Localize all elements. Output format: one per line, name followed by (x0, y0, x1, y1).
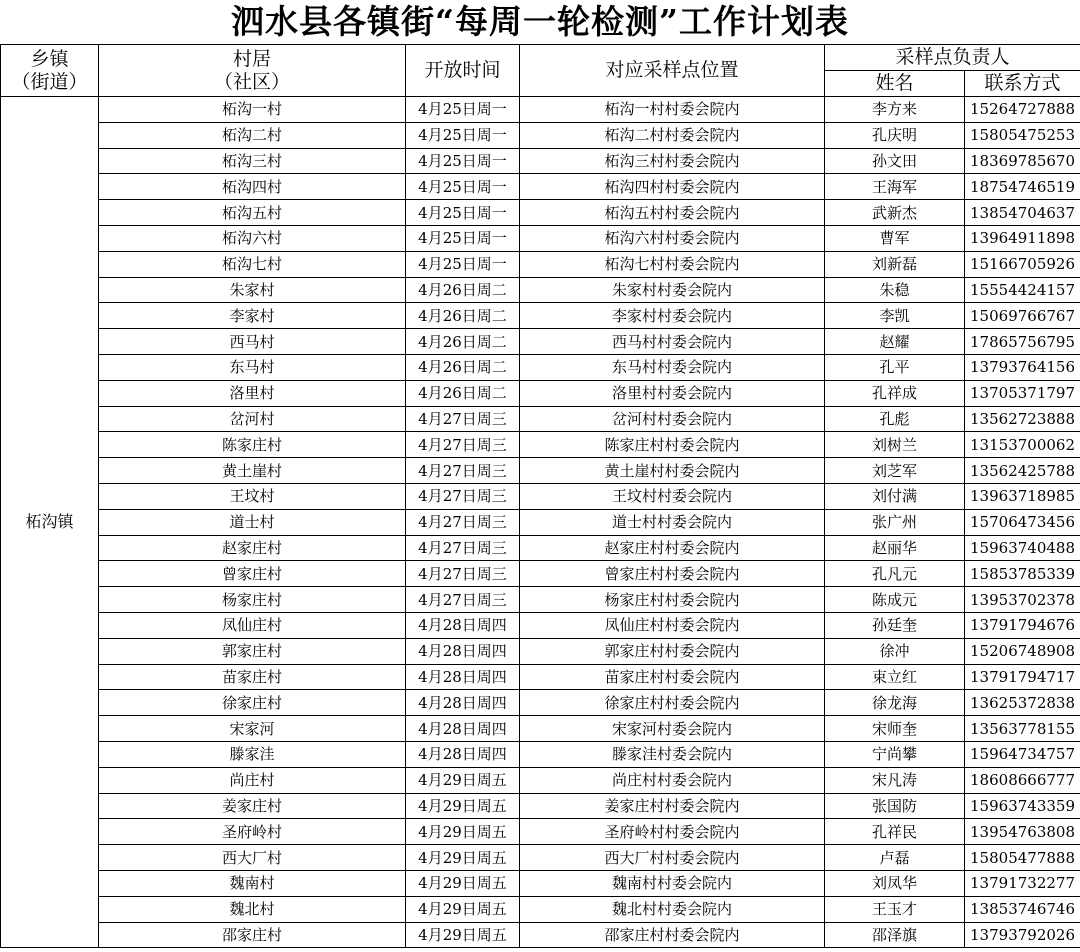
location-cell: 柘沟三村村委会院内 (520, 148, 825, 174)
table-row (1, 587, 1080, 613)
open-time-cell: 4月26日周二 (406, 303, 520, 329)
open-time-cell: 4月25日周一 (406, 122, 520, 148)
table-row (1, 277, 1080, 303)
village-cell: 柘沟二村 (99, 122, 406, 148)
open-time-cell: 4月28日周四 (406, 716, 520, 742)
location-cell: 徐家庄村村委会院内 (520, 690, 825, 716)
village-cell: 郭家庄村 (99, 638, 406, 664)
location-cell: 柘沟四村村委会院内 (520, 174, 825, 200)
table-row (1, 354, 1080, 380)
location-cell: 朱家村村委会院内 (520, 277, 825, 303)
table-row (1, 225, 1080, 251)
village-cell: 道士村 (99, 509, 406, 535)
village-cell: 黄土崖村 (99, 458, 406, 484)
table-row (1, 716, 1080, 742)
name-cell: 朱稳 (825, 277, 965, 303)
phone-cell: 13793764156 (965, 354, 1080, 380)
phone-cell: 15963740488 (965, 535, 1080, 561)
location-cell: 姜家庄村村委会院内 (520, 793, 825, 819)
village-cell: 柘沟三村 (99, 148, 406, 174)
open-time-cell: 4月27日周三 (406, 535, 520, 561)
location-cell: 滕家洼村委会院内 (520, 741, 825, 767)
table-row (1, 509, 1080, 535)
table-row (1, 148, 1080, 174)
name-cell: 王玉才 (825, 896, 965, 922)
name-cell: 刘凤华 (825, 870, 965, 896)
phone-cell: 15805475253 (965, 122, 1080, 148)
village-cell: 王坟村 (99, 483, 406, 509)
open-time-cell: 4月27日周三 (406, 406, 520, 432)
location-cell: 柘沟五村村委会院内 (520, 200, 825, 226)
table-row (1, 922, 1080, 948)
location-cell: 邵家庄村村委会院内 (520, 922, 825, 948)
phone-cell: 18369785670 (965, 148, 1080, 174)
location-cell: 柘沟一村村委会院内 (520, 97, 825, 123)
phone-cell: 13954763808 (965, 819, 1080, 845)
phone-cell: 13854704637 (965, 200, 1080, 226)
header-town (1, 45, 99, 97)
open-time-cell: 4月27日周三 (406, 432, 520, 458)
name-cell: 孔平 (825, 354, 965, 380)
table-body (1, 97, 1080, 948)
location-cell: 尚庄村村委会院内 (520, 767, 825, 793)
phone-cell: 13964911898 (965, 225, 1080, 251)
name-cell: 刘付满 (825, 483, 965, 509)
name-cell: 卢磊 (825, 845, 965, 871)
name-cell: 宋凡涛 (825, 767, 965, 793)
location-cell: 郭家庄村村委会院内 (520, 638, 825, 664)
village-cell: 岔河村 (99, 406, 406, 432)
location-cell: 柘沟七村村委会院内 (520, 251, 825, 277)
village-cell: 柘沟四村 (99, 174, 406, 200)
village-cell: 陈家庄村 (99, 432, 406, 458)
phone-cell: 15853785339 (965, 561, 1080, 587)
location-cell: 魏南村村委会院内 (520, 870, 825, 896)
header-village-line1: 村居 (232, 47, 271, 70)
open-time-cell: 4月29日周五 (406, 870, 520, 896)
phone-cell: 13953702378 (965, 587, 1080, 613)
table-row (1, 329, 1080, 355)
village-cell: 杨家庄村 (99, 587, 406, 613)
table-row (1, 845, 1080, 871)
location-cell: 曾家庄村村委会院内 (520, 561, 825, 587)
location-cell: 陈家庄村村委会院内 (520, 432, 825, 458)
open-time-cell: 4月25日周一 (406, 174, 520, 200)
name-cell: 赵耀 (825, 329, 965, 355)
village-cell: 赵家庄村 (99, 535, 406, 561)
name-cell: 孙廷奎 (825, 612, 965, 638)
phone-cell: 13791794717 (965, 664, 1080, 690)
schedule-table (0, 44, 1080, 948)
open-time-cell: 4月27日周三 (406, 561, 520, 587)
village-cell: 魏南村 (99, 870, 406, 896)
location-cell: 苗家庄村村委会院内 (520, 664, 825, 690)
open-time-cell: 4月26日周二 (406, 277, 520, 303)
table-row (1, 97, 1080, 123)
location-cell: 西大厂村村委会院内 (520, 845, 825, 871)
name-cell: 李凯 (825, 303, 965, 329)
village-cell: 邵家庄村 (99, 922, 406, 948)
name-cell: 武新杰 (825, 200, 965, 226)
phone-cell: 15206748908 (965, 638, 1080, 664)
village-cell: 凤仙庄村 (99, 612, 406, 638)
location-cell: 宋家河村委会院内 (520, 716, 825, 742)
village-cell: 西大厂村 (99, 845, 406, 871)
name-cell: 李方来 (825, 97, 965, 123)
village-cell: 姜家庄村 (99, 793, 406, 819)
name-cell: 王海军 (825, 174, 965, 200)
phone-cell: 13563778155 (965, 716, 1080, 742)
open-time-cell: 4月29日周五 (406, 896, 520, 922)
table-row (1, 767, 1080, 793)
header-town-line2: （街道） (11, 70, 88, 93)
phone-cell: 13153700062 (965, 432, 1080, 458)
table-row (1, 122, 1080, 148)
phone-cell: 13963718985 (965, 483, 1080, 509)
phone-cell: 15554424157 (965, 277, 1080, 303)
table-row (1, 251, 1080, 277)
name-cell: 赵丽华 (825, 535, 965, 561)
phone-cell: 15963743359 (965, 793, 1080, 819)
location-cell: 柘沟二村村委会院内 (520, 122, 825, 148)
name-cell: 孔彪 (825, 406, 965, 432)
header-village-line2: （社区） (213, 70, 290, 93)
open-time-cell: 4月27日周三 (406, 509, 520, 535)
name-cell: 刘树兰 (825, 432, 965, 458)
phone-cell: 15264727888 (965, 97, 1080, 123)
name-cell: 徐龙海 (825, 690, 965, 716)
phone-cell: 15706473456 (965, 509, 1080, 535)
open-time-cell: 4月26日周二 (406, 380, 520, 406)
table-row (1, 380, 1080, 406)
phone-cell: 17865756795 (965, 329, 1080, 355)
table-row (1, 870, 1080, 896)
name-cell: 张国防 (825, 793, 965, 819)
table-row (1, 612, 1080, 638)
table-row (1, 458, 1080, 484)
table-header (1, 45, 1080, 97)
location-cell: 圣府岭村村委会院内 (520, 819, 825, 845)
village-cell: 滕家洼 (99, 741, 406, 767)
open-time-cell: 4月27日周三 (406, 587, 520, 613)
location-cell: 西马村村委会院内 (520, 329, 825, 355)
name-cell: 徐冲 (825, 638, 965, 664)
table-row (1, 200, 1080, 226)
village-cell: 圣府岭村 (99, 819, 406, 845)
name-cell: 孔祥民 (825, 819, 965, 845)
table-row (1, 406, 1080, 432)
location-cell: 凤仙庄村村委会院内 (520, 612, 825, 638)
open-time-cell: 4月25日周一 (406, 97, 520, 123)
header-location: 对应采样点位置 (520, 45, 825, 97)
name-cell: 孙文田 (825, 148, 965, 174)
open-time-cell: 4月29日周五 (406, 793, 520, 819)
open-time-cell: 4月28日周四 (406, 690, 520, 716)
village-cell: 宋家河 (99, 716, 406, 742)
name-cell: 宁尚攀 (825, 741, 965, 767)
table-row (1, 690, 1080, 716)
village-cell: 尚庄村 (99, 767, 406, 793)
village-cell: 苗家庄村 (99, 664, 406, 690)
phone-cell: 15805477888 (965, 845, 1080, 871)
open-time-cell: 4月25日周一 (406, 200, 520, 226)
village-cell: 魏北村 (99, 896, 406, 922)
phone-cell: 15964734757 (965, 741, 1080, 767)
phone-cell: 13793792026 (965, 922, 1080, 948)
name-cell: 孔庆明 (825, 122, 965, 148)
table-row (1, 303, 1080, 329)
name-cell: 刘芝军 (825, 458, 965, 484)
name-cell: 曹军 (825, 225, 965, 251)
table-row (1, 896, 1080, 922)
name-cell: 张广州 (825, 509, 965, 535)
page-title: 泗水县各镇街“每周一轮检测”工作计划表 (231, 2, 849, 41)
header-responsible: 采样点负责人 (825, 45, 1080, 71)
location-cell: 道士村村委会院内 (520, 509, 825, 535)
location-cell: 岔河村村委会院内 (520, 406, 825, 432)
name-cell: 刘新磊 (825, 251, 965, 277)
open-time-cell: 4月29日周五 (406, 767, 520, 793)
location-cell: 魏北村村委会院内 (520, 896, 825, 922)
phone-cell: 18608666777 (965, 767, 1080, 793)
open-time-cell: 4月27日周三 (406, 483, 520, 509)
open-time-cell: 4月28日周四 (406, 741, 520, 767)
open-time-cell: 4月29日周五 (406, 819, 520, 845)
name-cell: 孔祥成 (825, 380, 965, 406)
table-row (1, 638, 1080, 664)
open-time-cell: 4月28日周四 (406, 664, 520, 690)
open-time-cell: 4月29日周五 (406, 845, 520, 871)
name-cell: 邵泽旗 (825, 922, 965, 948)
header-name: 姓名 (825, 71, 965, 97)
name-cell: 陈成元 (825, 587, 965, 613)
phone-cell: 13562425788 (965, 458, 1080, 484)
table-row (1, 793, 1080, 819)
village-cell: 曾家庄村 (99, 561, 406, 587)
village-cell: 柘沟一村 (99, 97, 406, 123)
location-cell: 柘沟六村村委会院内 (520, 225, 825, 251)
phone-cell: 13625372838 (965, 690, 1080, 716)
location-cell: 杨家庄村村委会院内 (520, 587, 825, 613)
open-time-cell: 4月27日周三 (406, 458, 520, 484)
name-cell: 宋师奎 (825, 716, 965, 742)
phone-cell: 13791794676 (965, 612, 1080, 638)
table-row (1, 741, 1080, 767)
phone-cell: 15166705926 (965, 251, 1080, 277)
table-row (1, 561, 1080, 587)
phone-cell: 15069766767 (965, 303, 1080, 329)
name-cell: 孔凡元 (825, 561, 965, 587)
open-time-cell: 4月25日周一 (406, 148, 520, 174)
location-cell: 王坟村村委会院内 (520, 483, 825, 509)
village-cell: 李家村 (99, 303, 406, 329)
village-cell: 柘沟七村 (99, 251, 406, 277)
header-open-time: 开放时间 (406, 45, 520, 97)
phone-cell: 13853746746 (965, 896, 1080, 922)
header-contact: 联系方式 (965, 71, 1080, 97)
village-cell: 朱家村 (99, 277, 406, 303)
name-cell: 束立红 (825, 664, 965, 690)
header-village (99, 45, 406, 97)
table-row (1, 174, 1080, 200)
location-cell: 洛里村村委会院内 (520, 380, 825, 406)
header-town-line1: 乡镇 (30, 47, 69, 70)
open-time-cell: 4月25日周一 (406, 225, 520, 251)
open-time-cell: 4月25日周一 (406, 251, 520, 277)
open-time-cell: 4月29日周五 (406, 922, 520, 948)
open-time-cell: 4月28日周四 (406, 638, 520, 664)
location-cell: 黄土崖村村委会院内 (520, 458, 825, 484)
phone-cell: 13791732277 (965, 870, 1080, 896)
open-time-cell: 4月28日周四 (406, 612, 520, 638)
village-cell: 徐家庄村 (99, 690, 406, 716)
town-cell: 柘沟镇 (1, 97, 99, 948)
table-row (1, 819, 1080, 845)
phone-cell: 18754746519 (965, 174, 1080, 200)
phone-cell: 13705371797 (965, 380, 1080, 406)
table-row (1, 535, 1080, 561)
village-cell: 柘沟五村 (99, 200, 406, 226)
village-cell: 洛里村 (99, 380, 406, 406)
location-cell: 李家村村委会院内 (520, 303, 825, 329)
table-row (1, 664, 1080, 690)
table-row (1, 432, 1080, 458)
phone-cell: 13562723888 (965, 406, 1080, 432)
village-cell: 东马村 (99, 354, 406, 380)
table-row (1, 483, 1080, 509)
village-cell: 柘沟六村 (99, 225, 406, 251)
location-cell: 东马村村委会院内 (520, 354, 825, 380)
open-time-cell: 4月26日周二 (406, 354, 520, 380)
location-cell: 赵家庄村村委会院内 (520, 535, 825, 561)
open-time-cell: 4月26日周二 (406, 329, 520, 355)
village-cell: 西马村 (99, 329, 406, 355)
